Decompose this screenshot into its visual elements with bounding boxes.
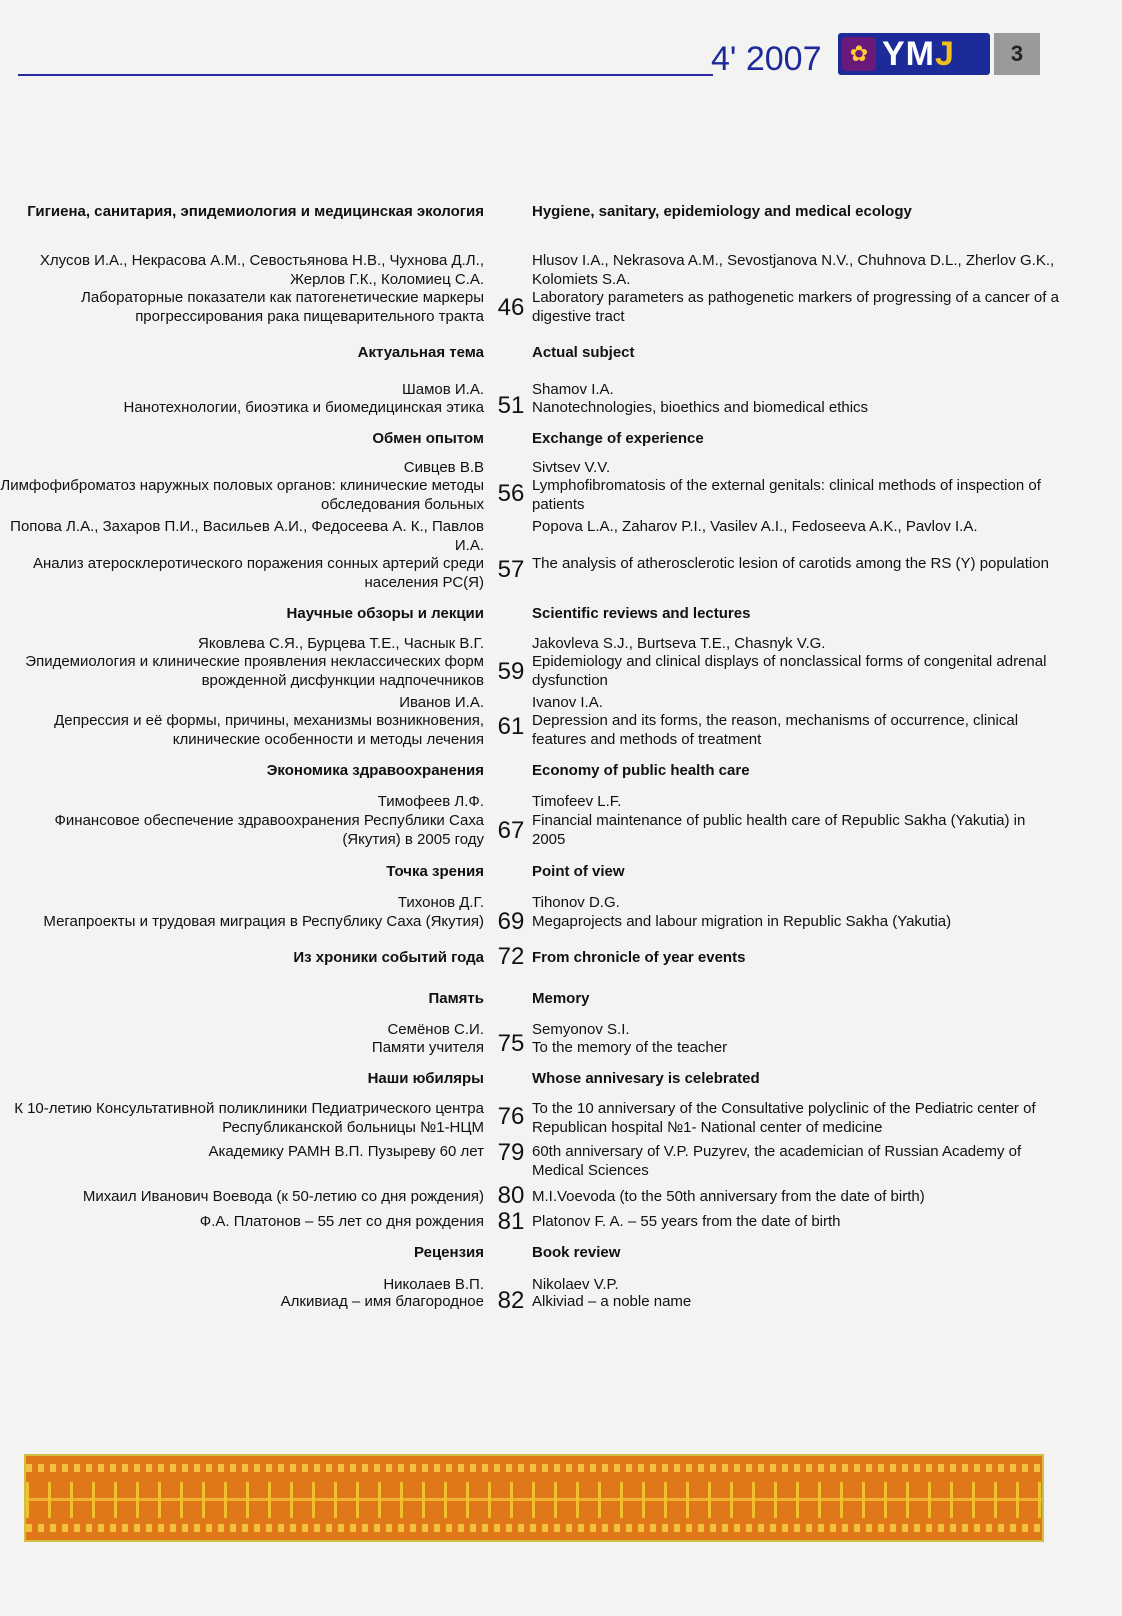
article-title-en: To the memory of the teacher <box>532 1039 728 1056</box>
article-title-en: Platonov F. A. – 55 years from the date of birth <box>532 1213 841 1230</box>
authors-en: Tihonov D.G. <box>532 894 620 911</box>
ornament-pattern <box>26 1482 1042 1518</box>
article-page: 57 <box>497 556 525 583</box>
authors-ru: Тимофеев Л.Ф. <box>377 793 484 810</box>
article-title-en: Epidemiology and clinical displays of nonclassical forms of congenital adrenal dysfunction <box>532 653 1047 689</box>
article-title-ru: Эпидемиология и клинические проявления неклассических форм врожденной дисфункции надпочечников <box>25 653 484 689</box>
section-title-en: Economy of public health care <box>532 762 750 779</box>
authors-ru: Тихонов Д.Г. <box>397 894 484 911</box>
article-title-en: Nanotechnologies, bioethics and biomedical ethics <box>532 399 869 416</box>
section-title-en: Exchange of experience <box>532 430 704 447</box>
article-page: 79 <box>497 1139 525 1166</box>
article-page: 67 <box>497 817 525 844</box>
authors-ru: Попова Л.А., Захаров П.И., Васильев А.И., Федосеева А. К., Павлов И.А. <box>10 518 484 554</box>
section-title-en: Actual subject <box>532 344 635 361</box>
article-title-ru: Нанотехнологии, биоэтика и биомедицинская этика <box>123 399 484 416</box>
section-title-en: Point of view <box>532 863 625 880</box>
section-page: 72 <box>497 943 525 970</box>
article-title-en: The analysis of atherosclerotic lesion of carotids among the RS (Y) population <box>532 555 1049 572</box>
article-page: 46 <box>497 294 525 321</box>
article-title-en: Financial maintenance of public health care of Republic Sakha (Yakutia) in 2005 <box>532 812 1026 848</box>
article-title-ru: Алкивиад – имя благородное <box>280 1293 484 1310</box>
authors-en: Hlusov I.A., Nekrasova A.M., Sevostjanova N.V., Chuhnova D.L., Zherlov G.K., Kolomiets S.A. <box>532 252 1055 288</box>
article-title-en: Laboratory parameters as pathogenetic markers of progressing of a cancer of a digestive tract <box>532 289 1059 325</box>
authors-ru: Иванов И.А. <box>399 694 484 711</box>
article-title-ru: Ф.А. Платонов – 55 лет со дня рождения <box>199 1213 484 1230</box>
authors-en: Popova L.A., Zaharov P.I., Vasilev A.I., Fedoseeva A.K., Pavlov I.A. <box>532 518 978 535</box>
section-title-en: Hygiene, sanitary, epidemiology and medical ecology <box>532 203 912 220</box>
article-page: 56 <box>497 480 525 507</box>
authors-en: Nikolaev V.P. <box>532 1276 619 1293</box>
section-title-en: Whose annivesary is celebrated <box>532 1070 760 1087</box>
authors-en: Jakovleva S.J., Burtseva T.E., Chasnyk V.G. <box>532 635 826 652</box>
authors-en: Timofeev L.F. <box>532 793 622 810</box>
authors-en: Ivanov I.A. <box>532 694 603 711</box>
emblem-icon: ✿ <box>842 37 876 71</box>
section-title-ru: Память <box>428 990 484 1007</box>
section-title-en: From chronicle of year events <box>532 949 746 966</box>
article-title-en: Depression and its forms, the reason, mechanisms of occurrence, clinical features and methods of treatment <box>532 712 1019 748</box>
authors-ru: Яковлева С.Я., Бурцева Т.Е., Часнык В.Г. <box>198 635 484 652</box>
article-page: 80 <box>497 1182 525 1209</box>
section-title-ru: Обмен опытом <box>372 430 484 447</box>
section-title-ru: Актуальная тема <box>357 344 484 361</box>
article-title-en: To the 10 anniversary of the Consultative polyclinic of the Pediatric center of Republican hospital №1- National center of medicine <box>532 1100 1036 1136</box>
issue-number: 4' 2007 <box>711 40 822 78</box>
article-page: 76 <box>497 1103 525 1130</box>
header-rule <box>18 74 713 76</box>
article-title-en: M.I.Voevoda (to the 50th anniversary from the date of birth) <box>532 1188 925 1205</box>
article-title-en: Megaprojects and labour migration in Republic Sakha (Yakutia) <box>532 913 952 930</box>
section-title-ru: Научные обзоры и лекции <box>286 605 484 622</box>
article-page: 69 <box>497 908 525 935</box>
section-title-ru: Точка зрения <box>386 863 484 880</box>
article-title-ru: Финансовое обеспечение здравоохранения Республики Саха (Якутия) в 2005 году <box>54 812 484 848</box>
decorative-ornament-band <box>24 1454 1044 1542</box>
section-title-ru: Из хроники событий года <box>293 949 484 966</box>
authors-ru: Хлусов И.А., Некрасова А.М., Севостьянова Н.В., Чухнова Д.Л., Жерлов Г.К., Коломиец С.А. <box>39 252 484 288</box>
article-title-en: Alkiviad – a noble name <box>532 1293 692 1310</box>
logo-text: YMJ <box>882 34 955 73</box>
article-title-ru: К 10-летию Консультативной поликлиники Педиатрического центра Республиканской больницы №1-НЦМ <box>14 1100 484 1136</box>
article-title-ru: Анализ атеросклеротического поражения сонных артерий среди населения РС(Я) <box>32 555 484 591</box>
authors-ru: Шамов И.А. <box>401 381 484 398</box>
authors-en: Shamov I.A. <box>532 381 614 398</box>
authors-en: Sivtsev V.V. <box>532 459 611 476</box>
section-title-ru: Наши юбиляры <box>367 1070 484 1087</box>
authors-en: Semyonov S.I. <box>532 1021 630 1038</box>
section-title-en: Book review <box>532 1244 621 1261</box>
journal-logo <box>838 33 990 75</box>
section-title-ru: Экономика здравоохранения <box>266 762 484 779</box>
section-title-en: Memory <box>532 990 590 1007</box>
article-page: 81 <box>497 1208 525 1235</box>
article-title-ru: Лимфофиброматоз наружных половых органов: клинические методы обследования больных <box>0 477 484 513</box>
article-title-ru: Мегапроекты и трудовая миграция в Республику Саха (Якутия) <box>43 913 484 930</box>
authors-ru: Семёнов С.И. <box>387 1021 484 1038</box>
article-title-en: 60th anniversary of V.P. Puzyrev, the academician of Russian Academy of Medical Sciences <box>532 1143 1022 1179</box>
article-title-en: Lymphofibromatosis of the external genitals: clinical methods of inspection of patients <box>532 477 1041 513</box>
article-page: 82 <box>497 1287 525 1314</box>
page-number: 3 <box>994 33 1040 75</box>
article-title-ru: Депрессия и её формы, причины, механизмы возникновения, клинические особенности и методы лечения <box>54 712 484 748</box>
article-title-ru: Академику РАМН В.П. Пузыреву 60 лет <box>208 1143 484 1160</box>
section-title-ru: Гигиена, санитария, эпидемиология и медицинская экология <box>27 203 484 220</box>
article-page: 51 <box>497 392 525 419</box>
authors-ru: Николаев В.П. <box>383 1276 484 1293</box>
article-title-ru: Памяти учителя <box>371 1039 484 1056</box>
section-title-ru: Рецензия <box>413 1244 484 1261</box>
article-page: 75 <box>497 1030 525 1057</box>
section-title-en: Scientific reviews and lectures <box>532 605 751 622</box>
article-page: 61 <box>497 713 525 740</box>
article-title-ru: Михаил Иванович Воевода (к 50-летию со дня рождения) <box>82 1188 484 1205</box>
article-title-ru: Лабораторные показатели как патогенетические маркеры прогрессирования рака пищеварительного тракта <box>80 289 484 325</box>
article-page: 59 <box>497 658 525 685</box>
authors-ru: Сивцев В.В <box>403 459 484 476</box>
